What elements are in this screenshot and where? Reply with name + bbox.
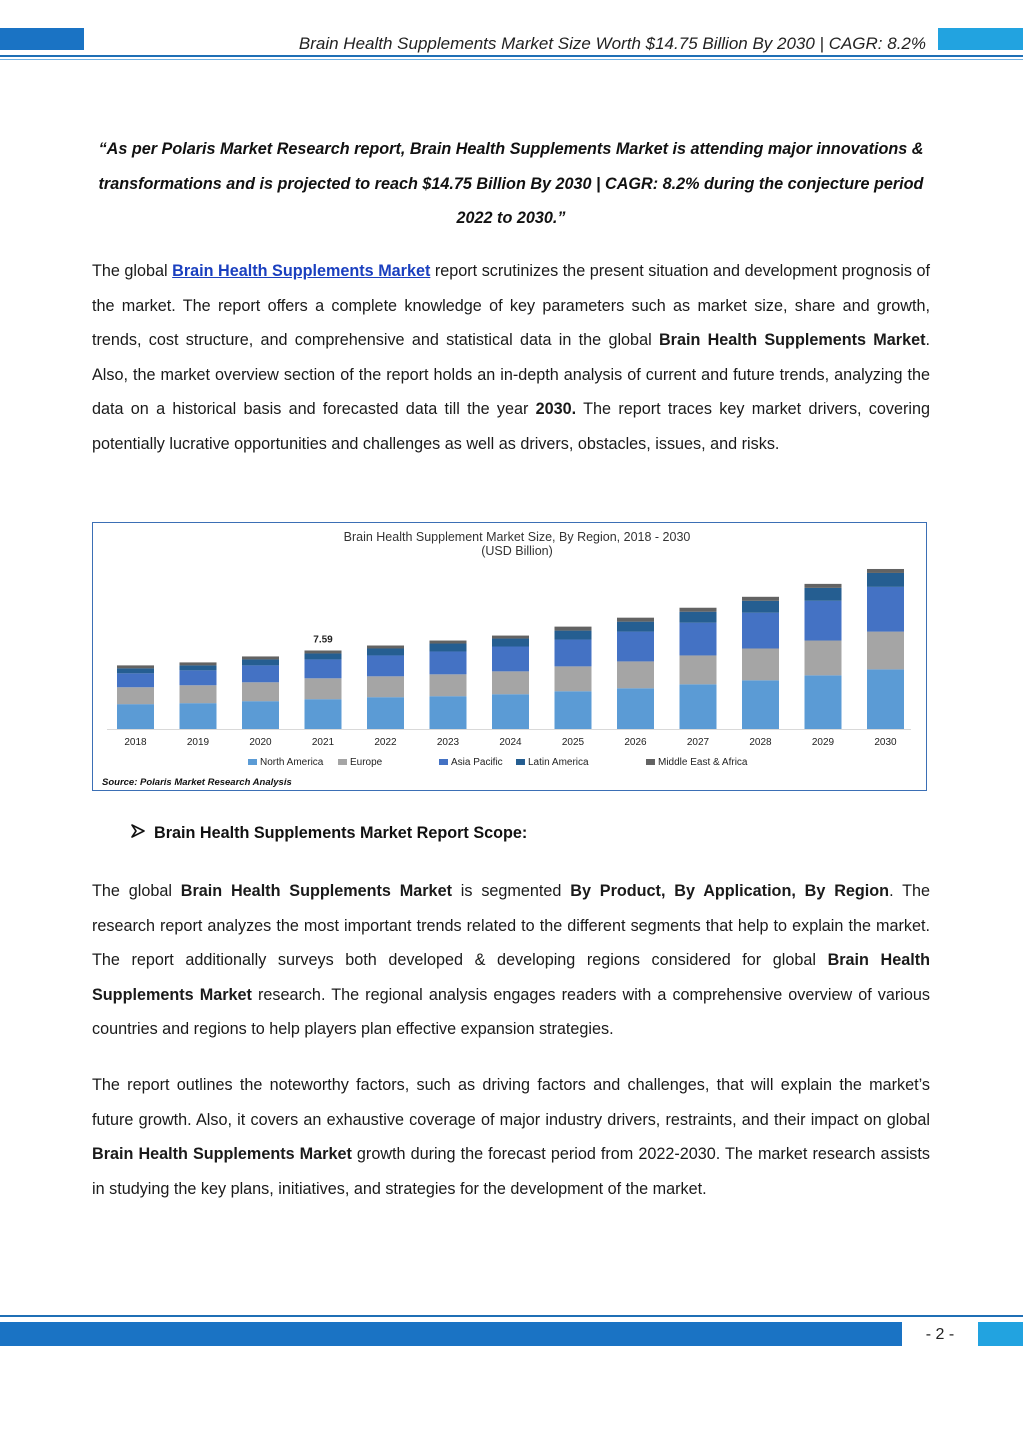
text: The report outlines the noteworthy factors, such as driving factors and challenges, that will explain the market’s future growth. Also, it covers an exhaustive coverage of major industry drivers, restraints, and their impact on global	[92, 1076, 930, 1129]
footer-accent-right	[978, 1322, 1023, 1346]
legend-swatch	[338, 759, 347, 765]
bar-segment	[867, 632, 904, 670]
scope-heading	[130, 824, 527, 843]
data-label: 7.59	[313, 634, 333, 646]
bold-text: Brain Health Supplements Market	[658, 331, 926, 350]
bar-segment	[367, 697, 404, 729]
bar-segment	[430, 674, 467, 696]
legend-label: Asia Pacific	[451, 757, 503, 768]
legend-label: Latin America	[528, 757, 589, 768]
bar-segment	[805, 675, 842, 729]
bar-segment	[555, 640, 592, 667]
market-link[interactable]: Brain Health Supplements Market	[172, 262, 431, 280]
header-title: Brain Health Supplements Market Size Worth $14.75 Billion By 2030 | CAGR: 8.2%	[298, 34, 926, 53]
text: The global	[92, 882, 181, 900]
bar-segment	[430, 644, 467, 652]
bar-segment	[742, 597, 779, 601]
bar-segment	[680, 623, 717, 656]
bar-segment	[492, 647, 529, 672]
chart-source: Source: Polaris Market Research Analysis	[102, 777, 292, 788]
header-rule	[0, 55, 1023, 57]
paragraph-overview	[92, 254, 930, 462]
legend-label: Middle East & Africa	[658, 757, 748, 768]
bold-text: By Product, By Application, By Region	[570, 882, 890, 900]
bar-segment	[367, 648, 404, 655]
bar-segment	[742, 648, 779, 680]
bar-segment	[305, 650, 342, 653]
bar-segment	[867, 573, 904, 587]
bar-segment	[117, 673, 154, 687]
footer-bar	[0, 1322, 902, 1346]
bar-segment	[617, 661, 654, 688]
bar-segment	[242, 682, 279, 701]
bar-segment	[305, 659, 342, 678]
bar-segment	[742, 601, 779, 613]
arrow-bullet-icon	[130, 824, 146, 838]
bar-segment	[180, 665, 217, 670]
x-tick-label: 2018	[124, 737, 147, 748]
x-tick-label: 2020	[249, 737, 272, 748]
bar-segment	[805, 588, 842, 601]
bar-segment	[492, 694, 529, 729]
bar-segment	[867, 587, 904, 632]
page-number: - 2 -	[925, 1326, 955, 1343]
text: . The research report analyzes the most important trends related to the different segments that help to explain the market. The report additionally surveys both developed & developing regions considered for global	[92, 882, 930, 970]
bar-segment	[805, 601, 842, 641]
bar-segment	[742, 680, 779, 729]
paragraph-factors	[92, 1068, 930, 1206]
intro-quote: “As per Polaris Market Research report, Brain Health Supplements Market is attending major innovations & transformations and is projected to reach $14.75 Billion By 2030 | CAGR: 8.2% during the conjecture period 2022 to 2030.”	[98, 140, 924, 227]
bar-segment	[180, 685, 217, 703]
bar-segment	[555, 666, 592, 691]
bar-segment	[117, 665, 154, 668]
bar-segment	[367, 676, 404, 697]
chart-subtitle: (USD Billion)	[481, 544, 553, 558]
bar-segment	[180, 703, 217, 729]
text: report scrutinizes the present situation and development prognosis of the market. The report offers a complete knowledge of key parameters such as market size, share and growth, trends, cost structure, and comprehensive and statistical data in the global	[92, 262, 930, 350]
bar-segment	[430, 696, 467, 729]
x-tick-label: 2019	[186, 737, 210, 748]
bar-segment	[617, 622, 654, 632]
bar-segment	[117, 668, 154, 673]
header-rule-thin	[0, 59, 1023, 60]
text: is segmented	[451, 882, 571, 900]
x-tick-label: 2027	[686, 737, 710, 748]
legend-swatch	[439, 759, 448, 765]
bold-text: Brain Health Supplements Market	[92, 951, 930, 1004]
x-tick-label: 2028	[749, 737, 772, 748]
bar-segment	[805, 584, 842, 588]
market-size-chart	[92, 522, 927, 791]
bar-segment	[680, 684, 717, 729]
bar-segment	[867, 669, 904, 729]
legend-swatch	[646, 759, 655, 765]
bar-segment	[617, 688, 654, 729]
bar-segment	[367, 646, 404, 649]
text: . Also, the market overview section of the report holds an in-depth analysis of current and future trends, analyzing the data on a historical basis and forecasted data till the year	[92, 331, 930, 419]
bar-segment	[680, 608, 717, 612]
bar-segment	[742, 613, 779, 649]
bar-segment	[492, 671, 529, 694]
bar-segment	[680, 655, 717, 684]
footer-rule	[0, 1315, 1023, 1317]
x-tick-label: 2022	[374, 737, 397, 748]
bar-segment	[367, 655, 404, 676]
bar-segment	[305, 678, 342, 699]
legend-label: Europe	[350, 757, 383, 768]
x-tick-label: 2026	[624, 737, 647, 748]
bar-segment	[492, 639, 529, 647]
bar-segment	[430, 641, 467, 644]
bar-segment	[117, 687, 154, 704]
x-tick-label: 2024	[499, 737, 522, 748]
scope-heading-text: Brain Health Supplements Market Report Scope:	[154, 824, 528, 842]
chart-svg	[93, 523, 925, 789]
bar-segment	[117, 704, 154, 729]
bar-segment	[805, 641, 842, 676]
paragraph-segmentation	[92, 874, 930, 1047]
x-tick-label: 2025	[561, 737, 585, 748]
x-tick-label: 2030	[874, 737, 897, 748]
legend-swatch	[516, 759, 525, 765]
bar-segment	[492, 636, 529, 639]
text: The report traces key market drivers, covering potentially lucrative opportunities and challenges as well as drivers, obstacles, issues, and risks.	[92, 400, 930, 453]
bar-segment	[617, 632, 654, 662]
bar-segment	[305, 699, 342, 729]
bar-segment	[180, 662, 217, 665]
legend-label: North America	[260, 757, 324, 768]
bold-text: Brain Health Supplements Market	[92, 1145, 352, 1164]
text: research. The regional analysis engages readers with a comprehensive overview of various countries and regions to help players plan effective expansion strategies.	[92, 985, 930, 1039]
chart-title: Brain Health Supplement Market Size, By Region, 2018 - 2030	[343, 530, 691, 544]
bar-segment	[242, 659, 279, 665]
text: growth during the forecast period from 2022-2030. The market research assists in studying the key plans, initiatives, and strategies for the development of the market.	[92, 1145, 930, 1198]
bar-segment	[180, 670, 217, 685]
x-tick-label: 2021	[311, 737, 335, 748]
bar-segment	[242, 701, 279, 729]
bar-segment	[555, 631, 592, 640]
bar-segment	[680, 612, 717, 623]
bar-segment	[555, 627, 592, 631]
bar-segment	[430, 651, 467, 674]
bold-text: 2030.	[535, 400, 577, 419]
bar-segment	[305, 653, 342, 659]
header-accent-right	[938, 28, 1023, 50]
x-tick-label: 2029	[811, 737, 835, 748]
legend-swatch	[248, 759, 257, 765]
bar-segment	[555, 691, 592, 729]
x-tick-label: 2023	[436, 737, 460, 748]
bar-segment	[242, 665, 279, 682]
bar-segment	[617, 618, 654, 622]
text: The global	[92, 262, 173, 280]
bold-text: Brain Health Supplements Market	[180, 882, 452, 900]
bar-segment	[867, 569, 904, 573]
bar-segment	[242, 656, 279, 659]
